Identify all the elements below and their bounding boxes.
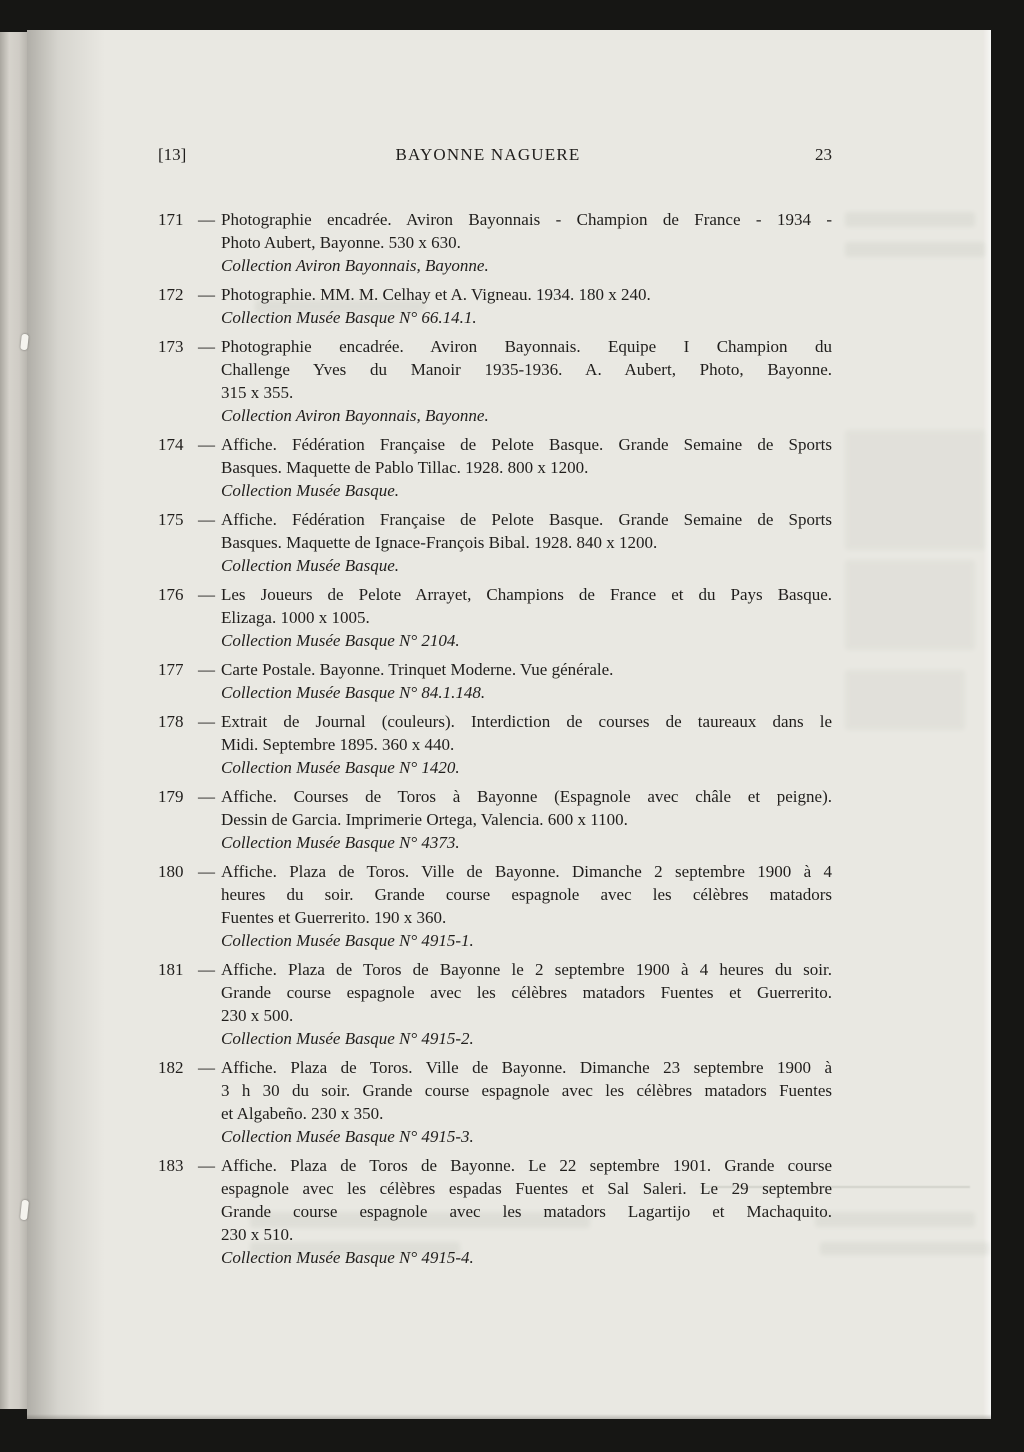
catalog-entry [158, 785, 832, 854]
entry-body-line: 230 x 500. [221, 1006, 294, 1025]
entry-body-line: Affiche. Plaza de Toros de Bayonne le 2 septembre 1900 à 4 heures du soir. [221, 960, 832, 979]
catalog-entry [158, 658, 832, 704]
entry-collection: Collection Aviron Bayonnais, Bayonne. [221, 256, 489, 275]
entry-collection: Collection Musée Basque. [221, 481, 399, 500]
entry-body-line: 230 x 510. [221, 1225, 294, 1244]
entry-body [221, 1154, 832, 1246]
entry-body-line: Extrait de Journal (couleurs). Interdiction de courses de taureaux dans le [221, 712, 832, 731]
entry-body-line: heures du soir. Grande course espagnole avec les célèbres matadors [221, 885, 832, 904]
catalog-entry [158, 208, 832, 277]
entry-body [221, 283, 832, 306]
entry-body [221, 208, 832, 254]
entry-body [221, 658, 832, 681]
entry-body-line: Affiche. Fédération Française de Pelote Basque. Grande Semaine de Sports [221, 435, 832, 454]
entry-text [221, 658, 832, 704]
entry-body-line: Basques. Maquette de Ignace-François Bibal. 1928. 840 x 1200. [221, 533, 658, 552]
entry-dash: — [198, 660, 215, 679]
page-bottom-edge-shadow [27, 1414, 991, 1419]
entry-number: 172 [158, 285, 184, 304]
page-title: BAYONNE NAGUERE [395, 145, 581, 164]
entry-body-line: Affiche. Courses de Toros à Bayonne (Espagnole avec châle et peigne). [221, 787, 832, 806]
entry-number: 179 [158, 787, 184, 806]
entry-body-line: espagnole avec les célèbres espadas Fuentes et Sal Saleri. Le 29 septembre [221, 1179, 832, 1198]
entry-body-line: et Algabeño. 230 x 350. [221, 1104, 384, 1123]
entry-body [221, 958, 832, 1027]
running-header [158, 143, 832, 166]
entry-number: 180 [158, 862, 184, 881]
entry-body-line: Midi. Septembre 1895. 360 x 440. [221, 735, 455, 754]
entry-text [221, 1056, 832, 1148]
bleed-through-smudge [845, 212, 975, 227]
entry-text [221, 958, 832, 1050]
bleed-through-smudge [815, 1212, 975, 1227]
scanned-page [27, 30, 991, 1419]
entry-collection: Collection Musée Basque N° 1420. [221, 758, 460, 777]
entry-dash: — [198, 712, 215, 731]
entry-body-line: Basques. Maquette de Pablo Tillac. 1928. 800 x 1200. [221, 458, 589, 477]
entry-text [221, 860, 832, 952]
entry-body [221, 785, 832, 831]
entry-number: 183 [158, 1156, 184, 1175]
entry-collection: Collection Musée Basque N° 4915-2. [221, 1029, 474, 1048]
catalog-entry [158, 860, 832, 952]
entry-body [221, 710, 832, 756]
entry-text [221, 283, 832, 329]
entry-body-line: Les Joueurs de Pelote Arrayet, Champions de France et du Pays Basque. [221, 585, 832, 604]
entry-body-line: Photographie encadrée. Aviron Bayonnais - Champion de France - 1934 - [221, 210, 832, 229]
catalog-entry [158, 710, 832, 779]
entry-body [221, 860, 832, 929]
entry-collection: Collection Aviron Bayonnais, Bayonne. [221, 406, 489, 425]
entry-body-line: Affiche. Plaza de Toros. Ville de Bayonne. Dimanche 2 septembre 1900 à 4 [221, 862, 832, 881]
folio-number: [13] [158, 145, 187, 164]
entry-dash: — [198, 285, 215, 304]
entry-text [221, 433, 832, 502]
page-content [158, 143, 832, 1275]
entry-dash: — [198, 210, 215, 229]
entry-body-line: 3 h 30 du soir. Grande course espagnole avec les célèbres matadors Fuentes [221, 1081, 832, 1100]
entry-text [221, 710, 832, 779]
entry-collection: Collection Musée Basque N° 4915-1. [221, 931, 474, 950]
entry-text [221, 508, 832, 577]
entry-body [221, 433, 832, 479]
entry-dash: — [198, 337, 215, 356]
entry-number: 174 [158, 435, 184, 454]
entry-number: 182 [158, 1058, 184, 1077]
entry-collection: Collection Musée Basque N° 4373. [221, 833, 460, 852]
page-number: 23 [815, 145, 832, 164]
entry-body-line: Affiche. Plaza de Toros de Bayonne. Le 22 septembre 1901. Grande course [221, 1156, 832, 1175]
catalog-entry [158, 433, 832, 502]
entry-text [221, 583, 832, 652]
entry-text [221, 785, 832, 854]
catalog-entry [158, 1056, 832, 1148]
entry-dash: — [198, 1156, 215, 1175]
entry-collection: Collection Musée Basque N° 84.1.148. [221, 683, 486, 702]
entry-collection: Collection Musée Basque N° 66.14.1. [221, 308, 477, 327]
entry-collection: Collection Musée Basque N° 4915-3. [221, 1127, 474, 1146]
catalog-entry [158, 508, 832, 577]
catalog-entry [158, 1154, 832, 1269]
entry-dash: — [198, 1058, 215, 1077]
entry-body [221, 335, 832, 404]
entry-body-line: Grande course espagnole avec les célèbres matadors Fuentes et Guerrerito. [221, 983, 832, 1002]
entry-number: 173 [158, 337, 184, 356]
entry-dash: — [198, 510, 215, 529]
entry-number: 177 [158, 660, 184, 679]
entry-number: 181 [158, 960, 184, 979]
bleed-through-smudge [845, 560, 975, 650]
entry-number: 178 [158, 712, 184, 731]
page-right-edge-highlight [983, 30, 991, 1419]
entry-body-line: 315 x 355. [221, 383, 294, 402]
bleed-through-smudge [820, 1242, 990, 1255]
entry-body-line: Affiche. Fédération Française de Pelote Basque. Grande Semaine de Sports [221, 510, 832, 529]
catalog-entry [158, 583, 832, 652]
entry-body-line: Dessin de Garcia. Imprimerie Ortega, Valencia. 600 x 1100. [221, 810, 628, 829]
entry-body-line: Affiche. Plaza de Toros. Ville de Bayonne. Dimanche 23 septembre 1900 à [221, 1058, 832, 1077]
catalog-entry [158, 335, 832, 427]
entry-number: 176 [158, 585, 184, 604]
entry-body-line: Photographie encadrée. Aviron Bayonnais. Equipe I Champion du [221, 337, 832, 356]
bleed-through-smudge [845, 242, 985, 257]
entry-collection: Collection Musée Basque N° 2104. [221, 631, 460, 650]
catalog-entry [158, 283, 832, 329]
entry-body [221, 1056, 832, 1125]
entry-number: 171 [158, 210, 184, 229]
entry-text [221, 1154, 832, 1269]
entry-text [221, 335, 832, 427]
entry-body-line: Fuentes et Guerrerito. 190 x 360. [221, 908, 447, 927]
bleed-through-smudge [845, 670, 965, 730]
entry-dash: — [198, 862, 215, 881]
entry-dash: — [198, 585, 215, 604]
entry-dash: — [198, 787, 215, 806]
entry-body [221, 508, 832, 554]
entry-body-line: Grande course espagnole avec les matadors Lagartijo et Machaquito. [221, 1202, 832, 1221]
catalog-entry [158, 958, 832, 1050]
entry-dash: — [198, 435, 215, 454]
entry-text [221, 208, 832, 277]
entry-collection: Collection Musée Basque N° 4915-4. [221, 1248, 474, 1267]
entry-collection: Collection Musée Basque. [221, 556, 399, 575]
bleed-through-smudge [845, 430, 985, 550]
entry-number: 175 [158, 510, 184, 529]
entry-body [221, 583, 832, 629]
entry-body-line: Challenge Yves du Manoir 1935-1936. A. Aubert, Photo, Bayonne. [221, 360, 832, 379]
entry-body-line: Photographie. MM. M. Celhay et A. Vigneau. 1934. 180 x 240. [221, 285, 651, 304]
entry-body-line: Elizaga. 1000 x 1005. [221, 608, 370, 627]
entry-body-line: Carte Postale. Bayonne. Trinquet Moderne. Vue générale. [221, 660, 614, 679]
gutter-shadow [27, 30, 105, 1419]
entry-body-line: Photo Aubert, Bayonne. 530 x 630. [221, 233, 461, 252]
catalog-entries [158, 208, 832, 1269]
entry-dash: — [198, 960, 215, 979]
